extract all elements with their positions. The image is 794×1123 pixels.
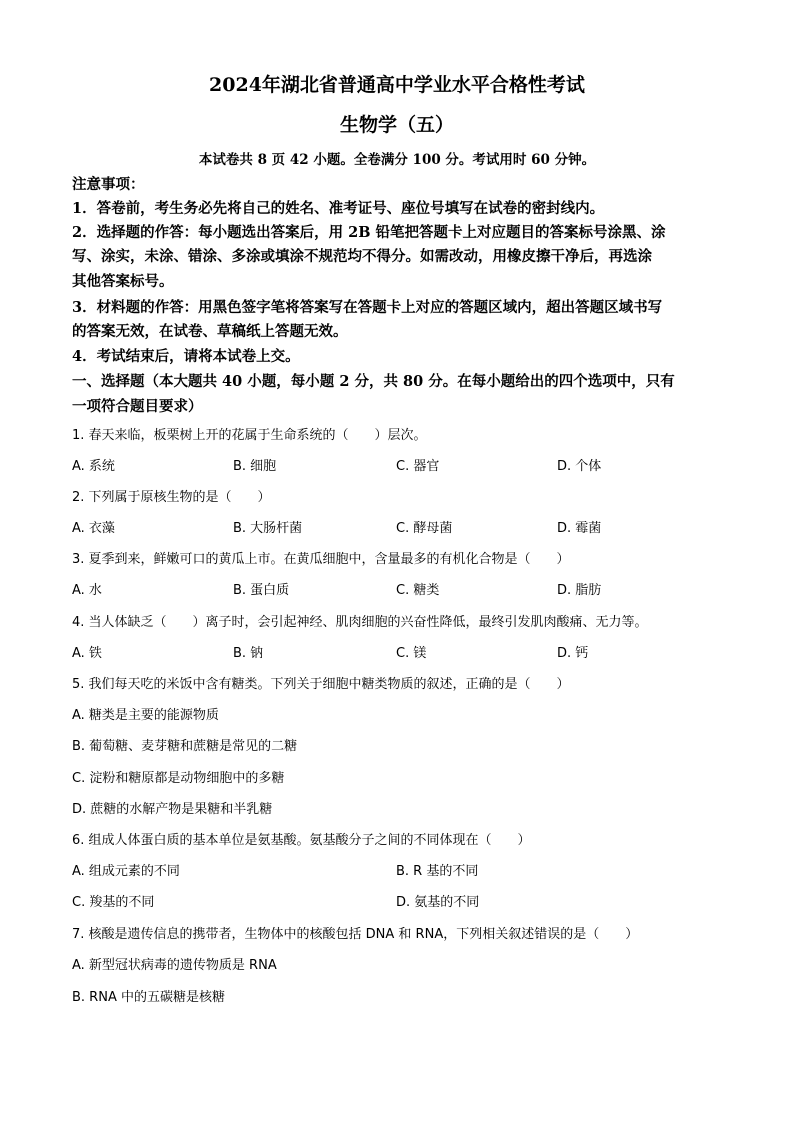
subject-title: 生物学（五） bbox=[339, 114, 454, 136]
option: D. 个体 bbox=[557, 459, 602, 474]
notice-line: 的答案无效，在试卷、草稿纸上答题无效。 bbox=[72, 323, 348, 340]
option: C. 酵母菌 bbox=[396, 521, 453, 536]
option: A. 组成元素的不同 bbox=[72, 864, 180, 879]
question-stem: 6. 组成人体蛋白质的基本单位是氨基酸。氨基酸分子之间的不同体现在（ ） bbox=[72, 833, 531, 848]
exam-title: 2024年湖北省普通高中学业水平合格性考试 bbox=[209, 74, 585, 96]
notice-line: 其他答案标号。 bbox=[72, 273, 174, 290]
notice-line: 3．材料题的作答：用黑色签字笔将答案写在答题卡上对应的答题区域内，超出答题区域书写 bbox=[72, 299, 663, 316]
option: B. 大肠杆菌 bbox=[233, 521, 303, 536]
notice-heading: 注意事项： bbox=[72, 176, 145, 193]
option: D. 氨基的不同 bbox=[396, 895, 480, 910]
option: C. 羧基的不同 bbox=[72, 895, 155, 910]
option: C. 糖类 bbox=[396, 583, 440, 598]
option: C. 淀粉和糖原都是动物细胞中的多糖 bbox=[72, 771, 285, 786]
notice-line: 4．考试结束后，请将本试卷上交。 bbox=[72, 348, 300, 365]
option: B. 蛋白质 bbox=[233, 583, 290, 598]
option: B. 葡萄糖、麦芽糖和蔗糖是常见的二糖 bbox=[72, 739, 298, 754]
option: A. 糖类是主要的能源物质 bbox=[72, 708, 219, 723]
option: D. 钙 bbox=[557, 646, 589, 661]
option: A. 水 bbox=[72, 583, 102, 598]
option: B. 钠 bbox=[233, 646, 264, 661]
notice-line: 1．答卷前，考生务必先将自己的姓名、准考证号、座位号填写在试卷的密封线内。 bbox=[72, 200, 605, 217]
notice-line: 2．选择题的作答：每小题选出答案后，用 2B 铅笔把答题卡上对应题目的答案标号涂黑、涂 bbox=[72, 224, 666, 241]
exam-info: 本试卷共 8 页 42 小题。全卷满分 100 分。考试用时 60 分钟。 bbox=[198, 152, 596, 168]
question-stem: 2. 下列属于原核生物的是（ ） bbox=[72, 490, 271, 505]
section-heading-cont: 一项符合题目要求） bbox=[72, 398, 203, 415]
option: B. RNA 中的五碳糖是核糖 bbox=[72, 990, 225, 1005]
question-stem: 4. 当人体缺乏（ ）离子时，会引起神经、肌肉细胞的兴奋性降低，最终引发肌肉酸痛、无力等。 bbox=[72, 615, 648, 630]
option: B. 细胞 bbox=[233, 459, 277, 474]
option: D. 蔗糖的水解产物是果糖和半乳糖 bbox=[72, 802, 273, 817]
question-stem: 1. 春天来临，板栗树上开的花属于生命系统的（ ）层次。 bbox=[72, 428, 427, 443]
option: B. R 基的不同 bbox=[396, 864, 479, 879]
question-stem: 7. 核酸是遗传信息的携带者，生物体中的核酸包括 DNA 和 RNA，下列相关叙述错误的是（ ） bbox=[72, 927, 639, 942]
question-stem: 5. 我们每天吃的米饭中含有糖类。下列关于细胞中糖类物质的叙述，正确的是（ ） bbox=[72, 677, 570, 692]
option: D. 脂肪 bbox=[557, 583, 602, 598]
question-stem: 3. 夏季到来，鲜嫩可口的黄瓜上市。在黄瓜细胞中，含量最多的有机化合物是（ ） bbox=[72, 552, 570, 567]
option: C. 镁 bbox=[396, 646, 427, 661]
option: D. 霉菌 bbox=[557, 521, 602, 536]
section-heading: 一、选择题（本大题共 40 小题，每小题 2 分，共 80 分。在每小题给出的四个选项中，只有 bbox=[72, 373, 675, 390]
option: A. 新型冠状病毒的遗传物质是 RNA bbox=[72, 958, 277, 973]
notice-line: 写、涂实，未涂、错涂、多涂或填涂不规范均不得分。如需改动，用橡皮擦干净后，再选涂 bbox=[72, 248, 652, 265]
option: A. 系统 bbox=[72, 459, 115, 474]
option: A. 衣藻 bbox=[72, 521, 115, 536]
option: A. 铁 bbox=[72, 646, 102, 661]
option: C. 器官 bbox=[396, 459, 440, 474]
